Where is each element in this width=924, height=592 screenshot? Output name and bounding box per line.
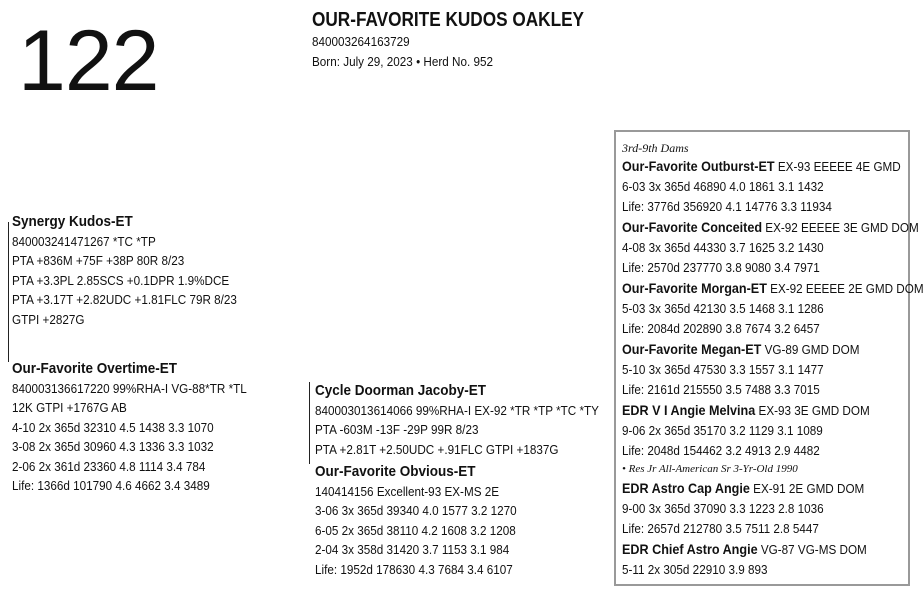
dam-entry-record: 6-03 3x 365d 46890 4.0 1861 3.1 1432 [622,179,824,194]
dam-entry-title: Our-Favorite Morgan-ET [622,280,767,296]
dam-entry-title: EDR Astro Cap Angie [622,480,750,496]
dam-entry-record: 5-10 3x 365d 47530 3.3 1557 3.1 1477 [622,362,824,377]
sire-line: GTPI +2827G [12,311,85,327]
dam-entry-record: Life: 2048d 154462 3.2 4913 2.9 4482 [622,443,820,458]
dam-entry-class: EX-92 EEEEE 3E GMD DOM [762,220,919,235]
dam-entry-record: Life: 2084d 202890 3.8 7674 3.2 6457 [622,321,820,336]
dam-name: Our-Favorite Overtime-ET [12,360,178,377]
dam-entry-record: 9-00 3x 365d 37090 3.3 1223 2.8 1036 [622,501,824,516]
dam-entry-name [622,278,924,299]
animal-born: Born: July 29, 2023 • Herd No. 952 [312,54,494,69]
dam-sire-line: 840003013614066 99%RHA-I EX-92 *TR *TP *TC *TY [315,402,599,418]
dam-entry-name [622,539,874,560]
dam-entry-record: 5-11 2x 305d 22910 3.9 893 [622,562,768,577]
granddam-line: 2-04 3x 358d 31420 3.7 1153 3.1 984 [315,542,510,557]
animal-name: OUR-FAVORITE KUDOS OAKLEY [312,9,585,31]
dam-entry-name [622,156,901,177]
dam-entry-class: EX-91 2E GMD DOM [749,481,865,496]
dam-entry-name [622,478,874,499]
sire-name: Synergy Kudos-ET [12,213,133,230]
dam-sire-block [315,381,631,459]
dam-line: 840003136617220 99%RHA-I VG-88*TR *TL [12,380,247,396]
dam-entry-name [622,217,919,238]
granddam-line: 3-06 3x 365d 39340 4.0 1577 3.2 1270 [315,503,517,518]
dam-sire-line: PTA -603M -13F -29P 99R 8/23 [315,422,479,437]
granddam-line: 140414156 Excellent-93 EX-MS 2E [315,483,500,499]
dam-entry-record: 4-08 3x 365d 44330 3.7 1625 3.2 1430 [622,240,824,255]
dam-entry-class: EX-93 3E GMD DOM [755,403,870,418]
pedigree-bracket [309,382,310,464]
dam-entry-class: EX-93 EEEEE 4E GMD [774,159,901,174]
dam-entry-record: 9-06 2x 365d 35170 3.2 1129 3.1 1089 [622,423,823,438]
dam-block [12,359,273,496]
animal-id: 840003264163729 [312,34,410,49]
dam-entry-record: 5-03 3x 365d 42130 3.5 1468 3.1 1286 [622,301,824,316]
dam-entry-title: EDR V I Angie Melvina [622,402,756,418]
dam-sire-line: PTA +2.81T +2.50UDC +.91FLC GTPI +1837G [315,441,559,457]
granddam-line: Life: 1952d 178630 4.3 7684 3.4 6107 [315,561,513,577]
dam-line: Life: 1366d 101790 4.6 4662 3.4 3489 [12,478,210,493]
dam-entry-name [622,400,874,421]
dam-line: 12K GTPI +1767G AB [12,400,127,415]
dams-box [614,130,924,586]
dam-entry-title: Our-Favorite Conceited [622,219,763,235]
sire-line: PTA +3.3PL 2.85SCS +0.1DPR 1.9%DCE [12,272,230,288]
dam-entry-award: • Res Jr All-American Sr 3-Yr-Old 1990 [622,463,798,475]
sire-line: PTA +836M +75F +38P 80R 8/23 [12,253,185,268]
sire-line: 840003241471267 *TC *TP [12,233,156,249]
dam-entry-class: VG-87 VG-MS DOM [757,542,867,557]
dam-entry-record: Life: 2657d 212780 3.5 7511 2.8 5447 [622,521,819,536]
lot-number: 122 [18,13,159,109]
granddam-line: 6-05 2x 365d 38110 4.2 1608 3.2 1208 [315,522,516,538]
dams-caption: 3rd-9th Dams [622,141,689,155]
dam-entry-title: EDR Chief Astro Angie [622,541,758,557]
pedigree-bracket [8,222,9,362]
dam-entry-title: Our-Favorite Megan-ET [622,341,762,357]
dam-entry-record: Life: 2161d 215550 3.5 7488 3.3 7015 [622,382,820,397]
dam-line: 2-06 2x 361d 23360 4.8 1114 3.4 784 [12,458,206,474]
dam-entry-name [622,339,874,360]
sire-line: PTA +3.17T +2.82UDC +1.81FLC 79R 8/23 [12,292,237,307]
dam-line: 4-10 2x 365d 32310 4.5 1438 3.3 1070 [12,419,214,435]
dam-line: 3-08 2x 365d 30960 4.3 1336 3.3 1032 [12,439,214,454]
dam-entry-record: Life: 2570d 237770 3.8 9080 3.4 7971 [622,260,820,275]
sire-block [12,212,262,329]
granddam-block [315,462,539,579]
dam-entry-record: Life: 3776d 356920 4.1 14776 3.3 11934 [622,199,832,214]
granddam-name: Our-Favorite Obvious-ET [315,463,476,480]
dam-entry-class: VG-89 GMD DOM [761,342,860,357]
dam-sire-name: Cycle Doorman Jacoby-ET [315,382,487,399]
dam-entry-class: EX-92 EEEEE 2E GMD DOM [766,281,924,296]
dam-entry-title: Our-Favorite Outburst-ET [622,158,775,174]
animal-header [312,8,628,72]
